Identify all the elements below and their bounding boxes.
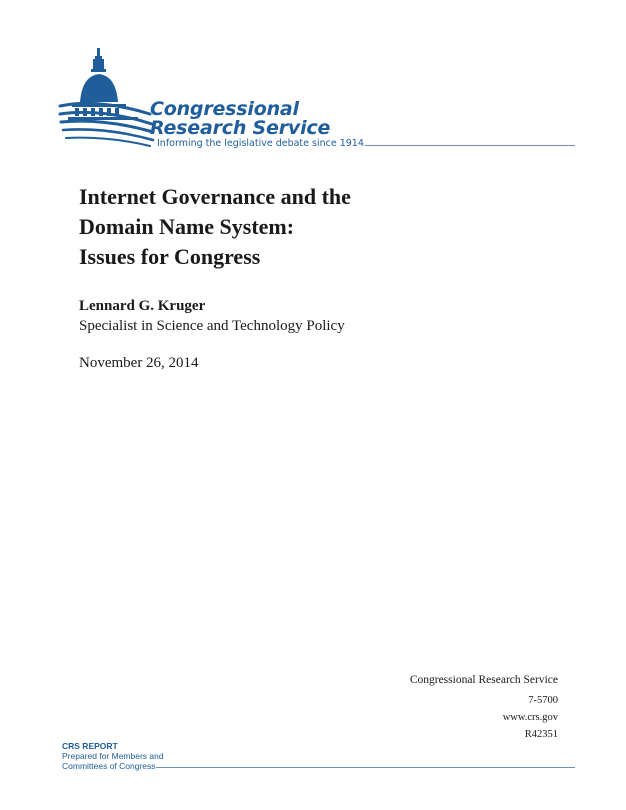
crs-website: www.crs.gov bbox=[502, 712, 558, 723]
crs-organization: Congressional Research Service bbox=[409, 674, 558, 686]
logo-title-line1: Congressional bbox=[150, 98, 299, 120]
crs-report-line1: Prepared for Members and bbox=[62, 751, 164, 761]
crs-report-label: CRS REPORT bbox=[62, 741, 118, 751]
footer-divider bbox=[156, 767, 575, 768]
header-divider bbox=[365, 145, 575, 146]
crs-code: 7-5700 bbox=[528, 695, 558, 706]
crs-info-block bbox=[410, 674, 558, 743]
logo-tagline: Informing the legislative debate since 1914 bbox=[157, 138, 364, 149]
report-title-line2: Domain Name System: bbox=[79, 214, 295, 239]
report-title-line3: Issues for Congress bbox=[79, 244, 261, 269]
report-date: November 26, 2014 bbox=[79, 355, 199, 371]
crs-report-line2: Committees of Congress bbox=[62, 761, 156, 771]
author-role: Specialist in Science and Technology Policy bbox=[79, 318, 345, 334]
author-name: Lennard G. Kruger bbox=[79, 298, 206, 314]
crs-report-number: R42351 bbox=[524, 729, 558, 740]
report-title-line1: Internet Governance and the bbox=[79, 184, 351, 209]
capitol-dome-icon bbox=[58, 44, 158, 148]
logo-title-line2: Research Service bbox=[150, 117, 331, 139]
crs-report-footer bbox=[62, 741, 164, 771]
logo-wordmark bbox=[150, 100, 330, 138]
report-title bbox=[79, 182, 549, 272]
